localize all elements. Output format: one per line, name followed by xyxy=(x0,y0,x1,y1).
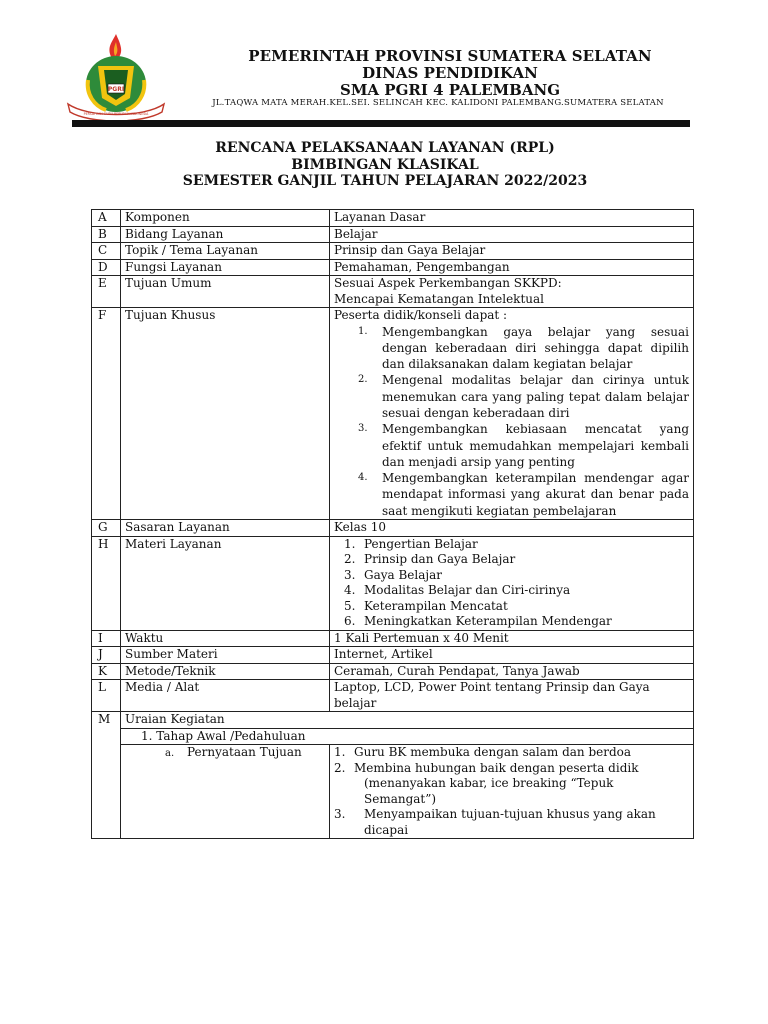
list-item: 4. Mengembangkan keterampilan mendengar agar mendapat informasi yang akurat dan benar pada saat mengikuti kegiatan pembelajaran xyxy=(358,471,689,518)
row-label: Sasaran Layanan xyxy=(121,520,330,537)
table-row-a xyxy=(92,210,694,227)
title-line-3: SEMESTER GANJIL TAHUN PELAJARAN 2022/2023 xyxy=(182,173,588,189)
list-item: 5. Keterampilan Mencatat xyxy=(344,598,508,613)
row-code: E xyxy=(92,276,121,308)
row-code: L xyxy=(92,680,121,712)
table-row-l xyxy=(92,680,694,712)
steps-cell xyxy=(330,745,694,839)
row-label: Uraian Kegiatan xyxy=(121,712,694,729)
tujuan-khusus-intro: Peserta didik/konseli dapat : xyxy=(334,308,508,322)
logo-text: PGRI xyxy=(107,86,125,93)
row-value: Layanan Dasar xyxy=(330,210,694,227)
tujuan-khusus-list xyxy=(334,324,689,520)
row-label: Topik / Tema Layanan xyxy=(121,243,330,260)
logo-ring-text: PERSATUAN GURU REPUBLIK INDONESIA xyxy=(83,112,149,116)
table-row-m-steps xyxy=(92,745,694,839)
row-code: C xyxy=(92,243,121,260)
list-item: 2. Prinsip dan Gaya Belajar xyxy=(344,552,516,567)
letterhead-rule xyxy=(72,120,690,127)
list-item: 4. Modalitas Belajar dan Ciri-cirinya xyxy=(344,583,571,598)
list-item: 1. Guru BK membuka dengan salam dan berdoa xyxy=(334,745,632,760)
letterhead xyxy=(170,48,730,99)
row-code: I xyxy=(92,630,121,647)
row-value: Prinsip dan Gaya Belajar xyxy=(330,243,694,260)
table-row-g xyxy=(92,520,694,537)
table-row-m xyxy=(92,712,694,729)
title-line-1: RENCANA PELAKSANAAN LAYANAN (RPL) xyxy=(215,140,555,156)
materi-list xyxy=(334,537,689,630)
row-label: Metode/Teknik xyxy=(121,663,330,680)
gov-line: PEMERINTAH PROVINSI SUMATERA SELATAN xyxy=(248,47,652,65)
table-row-k xyxy=(92,663,694,680)
table-row-f xyxy=(92,308,694,520)
rpl-table xyxy=(91,209,694,839)
table-row-b xyxy=(92,226,694,243)
list-item: 1. Pengertian Belajar xyxy=(344,536,478,551)
table-row-j xyxy=(92,647,694,664)
row-code: H xyxy=(92,536,121,630)
row-label: Waktu xyxy=(121,630,330,647)
list-item: 3. Mengembangkan kebiasaan mencatat yang efektif untuk memudahkan mempelajari kembali dan menjadi arsip yang penting xyxy=(358,422,689,469)
table-row-d xyxy=(92,259,694,276)
dept-line: DINAS PENDIDIKAN xyxy=(362,64,538,82)
row-code: M xyxy=(92,712,121,839)
row-label: Bidang Layanan xyxy=(121,226,330,243)
list-item: (menanyakan kabar, ice breaking “Tepuk Semangat”) xyxy=(364,776,614,806)
row-value: Laptop, LCD, Power Point tentang Prinsip dan Gaya belajar xyxy=(330,680,694,712)
document-title xyxy=(80,140,690,190)
tujuan-umum-line-2: Mencapai Kematangan Intelektual xyxy=(334,291,544,306)
row-code: D xyxy=(92,259,121,276)
row-label: Sumber Materi xyxy=(121,647,330,664)
table-row-c xyxy=(92,243,694,260)
list-item: 2. Mengenal modalitas belajar dan cirinya untuk menemukan cara yang paling tepat dalam belajar sesuai dengan keberadaan diri xyxy=(358,373,689,420)
row-value: Belajar xyxy=(330,226,694,243)
row-label: Media / Alat xyxy=(121,680,330,712)
row-value: Ceramah, Curah Pendapat, Tanya Jawab xyxy=(330,663,694,680)
school-line: SMA PGRI 4 PALEMBANG xyxy=(340,81,560,99)
list-item: 3. Gaya Belajar xyxy=(344,567,443,582)
list-item: 3. Menyampaikan tujuan-tujuan khusus yang akan dicapai xyxy=(334,807,656,837)
row-label: Tujuan Khusus xyxy=(121,308,330,520)
row-label: Materi Layanan xyxy=(121,536,330,630)
row-code: K xyxy=(92,663,121,680)
school-address: JL.TAQWA MATA MERAH.KEL.SEI. SELINCAH KEC. KALIDONI PALEMBANG.SUMATERA SELATAN xyxy=(212,98,664,108)
title-line-2: BIMBINGAN KLASIKAL xyxy=(291,156,479,173)
row-label: Tujuan Umum xyxy=(121,276,330,308)
row-value: Internet, Artikel xyxy=(330,647,694,664)
row-value xyxy=(330,308,694,520)
stage-label: 1. Tahap Awal /Pedahuluan xyxy=(121,728,694,745)
row-code: J xyxy=(92,647,121,664)
row-label: Fungsi Layanan xyxy=(121,259,330,276)
table-row-e xyxy=(92,276,694,308)
row-code: A xyxy=(92,210,121,227)
row-value: Pemahaman, Pengembangan xyxy=(330,259,694,276)
tujuan-umum-line-1: Sesuai Aspek Perkembangan SKKPD: xyxy=(334,276,562,290)
sub-step-label: a. Pernyataan Tujuan xyxy=(121,745,330,839)
table-row-m-stage xyxy=(92,728,694,745)
row-label: Komponen xyxy=(121,210,330,227)
list-item: 2. Membina hubungan baik dengan peserta didik xyxy=(334,760,639,775)
row-value: Kelas 10 xyxy=(330,520,694,537)
row-value xyxy=(330,536,694,630)
table-row-h xyxy=(92,536,694,630)
row-value: 1 Kali Pertemuan x 40 Menit xyxy=(330,630,694,647)
table-row-i xyxy=(92,630,694,647)
row-value xyxy=(330,276,694,308)
row-code: F xyxy=(92,308,121,520)
row-code: G xyxy=(92,520,121,537)
steps-list xyxy=(334,745,689,838)
list-item: 1. Mengembangkan gaya belajar yang sesuai dengan keberadaan diri sehingga dapat dipilih dan dilaksanakan dalam kegiatan belajar xyxy=(358,324,689,372)
list-item: 6. Meningkatkan Keterampilan Mendengar xyxy=(344,614,612,629)
row-code: B xyxy=(92,226,121,243)
